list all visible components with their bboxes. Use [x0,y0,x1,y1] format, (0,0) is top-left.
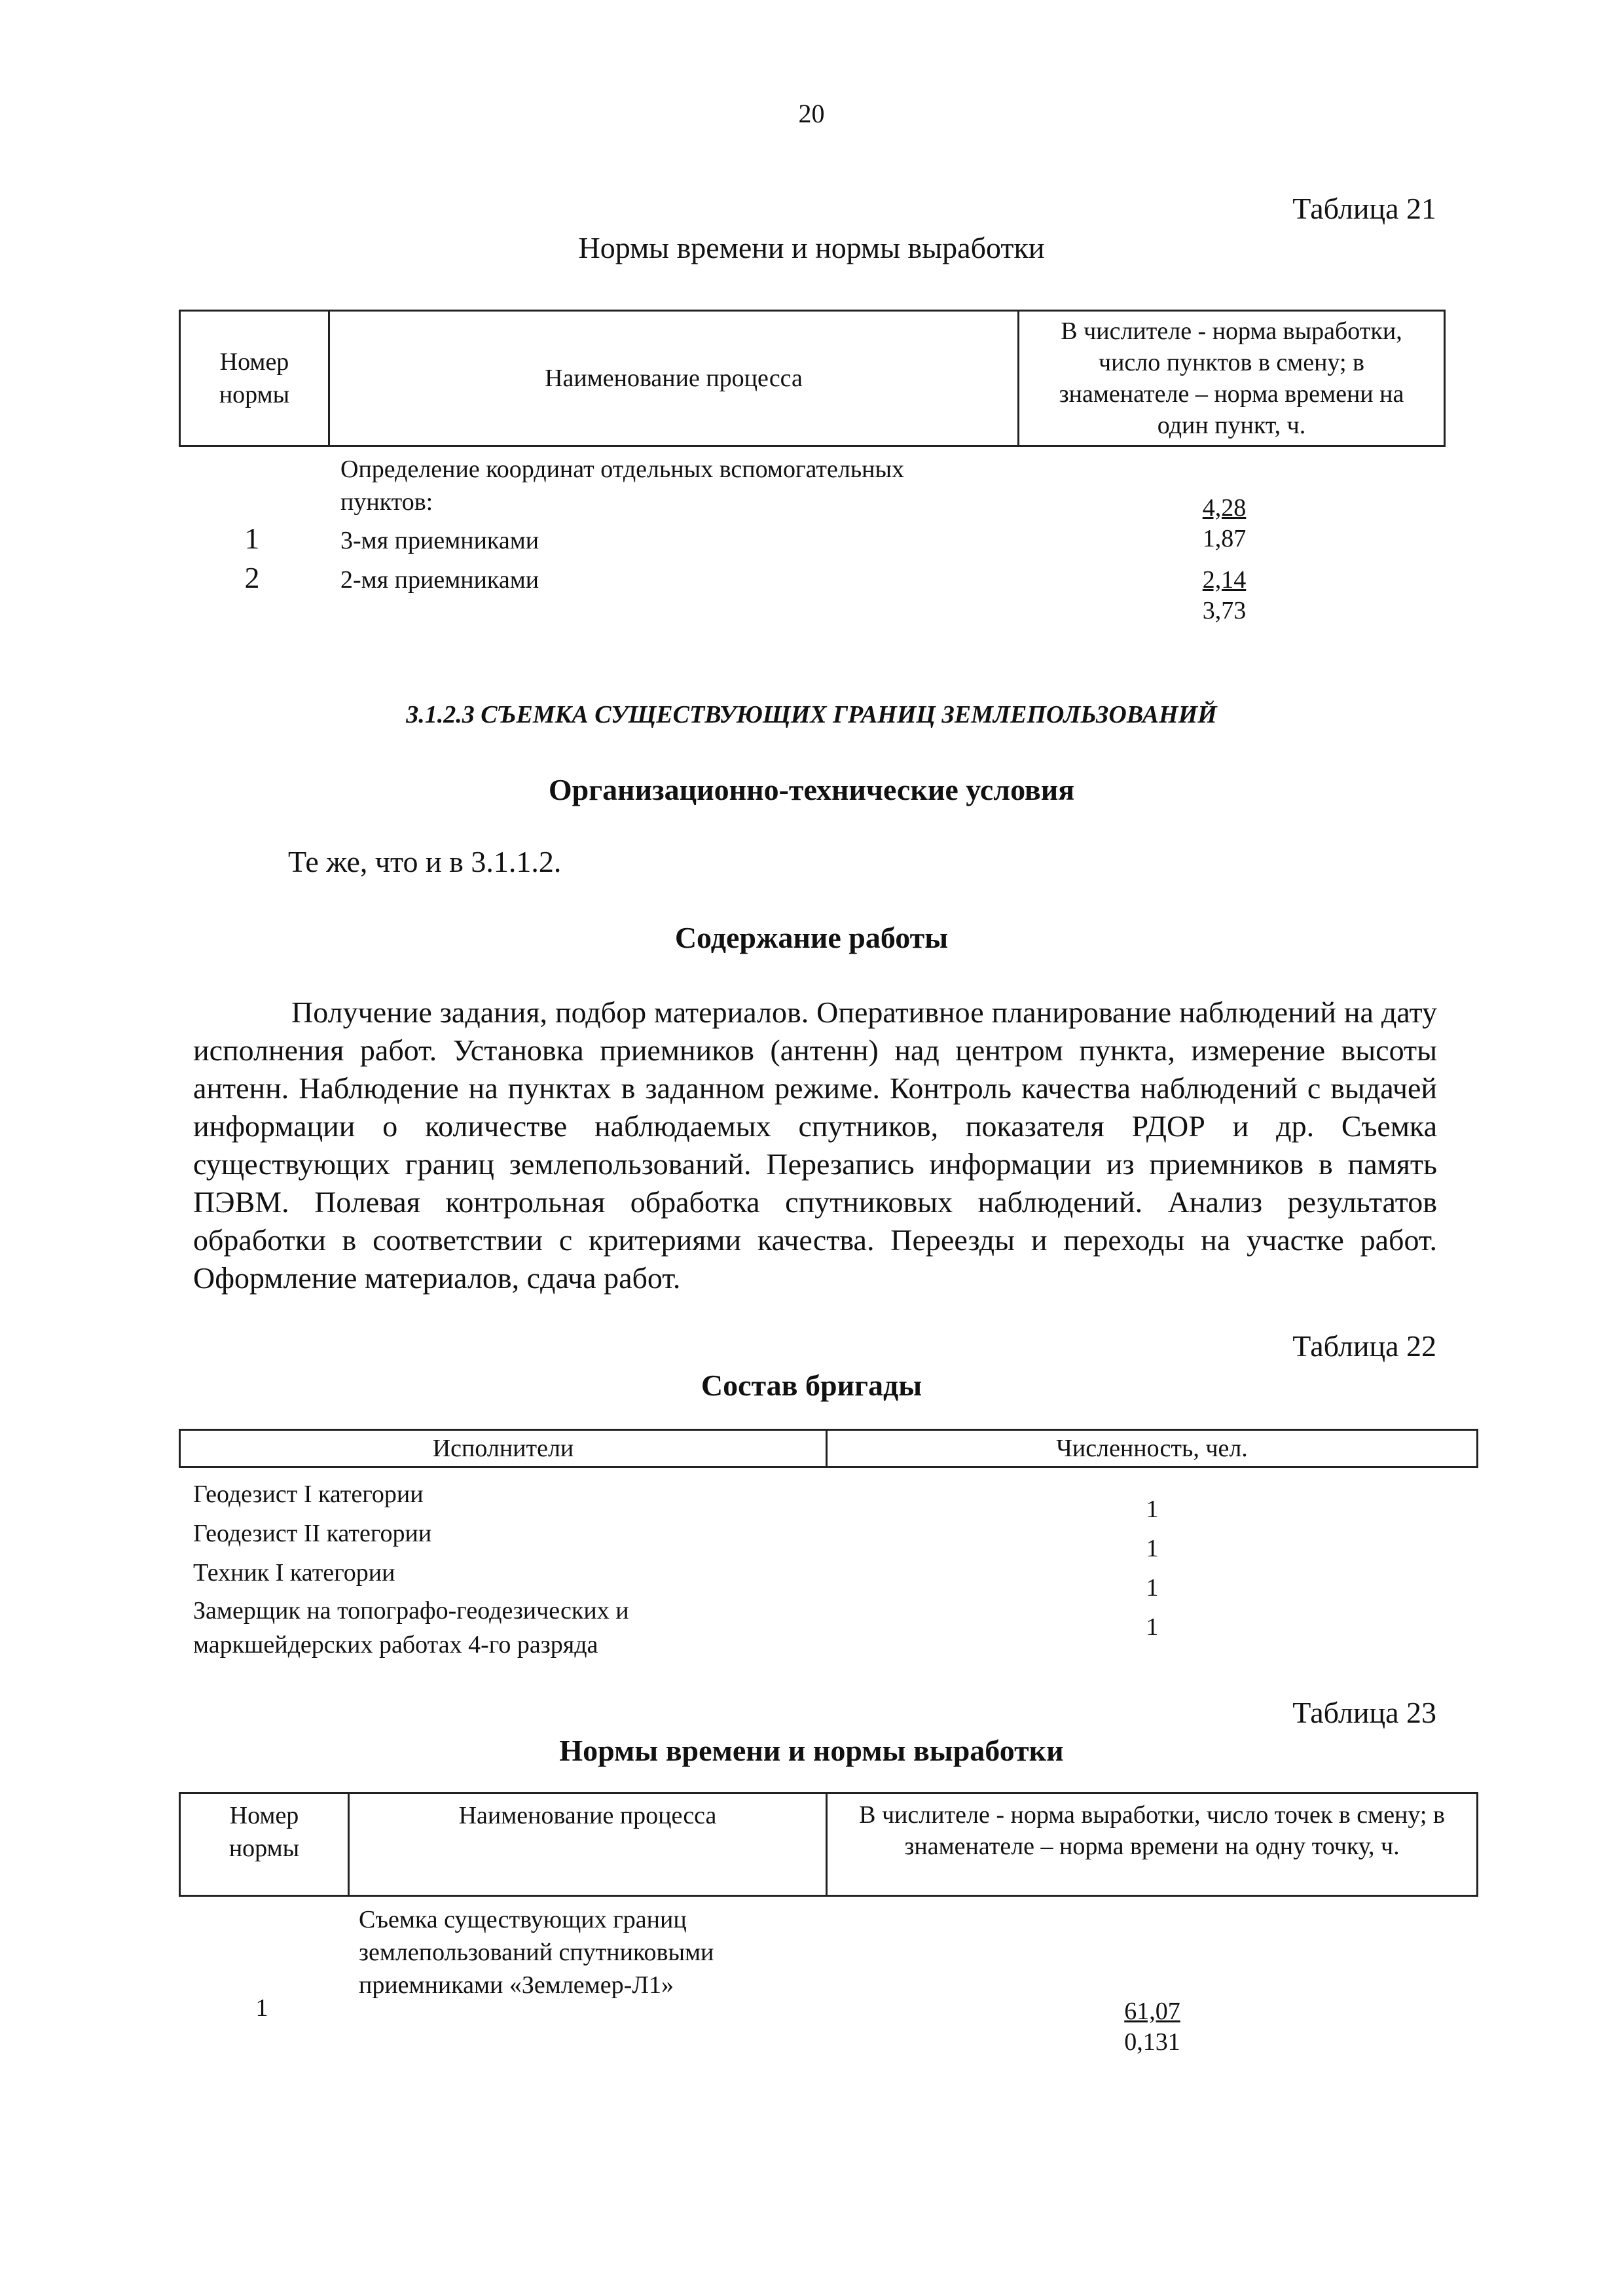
page-number: 20 [798,99,825,128]
table23-label: Таблица 23 [1292,1696,1436,1729]
table21-row2-numerator: 2,14 [1202,566,1247,594]
section-title: 3.1.2.3 СЪЕМКА СУЩЕСТВУЮЩИХ ГРАНИЦ ЗЕМЛЕПОЛЬЗОВАНИЙ [406,701,1217,728]
table21-row2-denominator: 3,73 [1202,597,1247,624]
table23-row1-num: 1 [255,1994,268,2022]
table21-row1-num: 1 [244,522,260,555]
table21-header-num: Номер нормы [219,348,290,408]
table23-header [179,1792,1478,1897]
org-conditions-text: Те же, что и в 3.1.1.2. [288,845,562,878]
content-heading: Содержание работы [674,921,949,954]
table22-row4-count: 1 [1146,1613,1159,1641]
table23-header-process: Наименование процесса [458,1802,717,1829]
table21-label: Таблица 21 [1292,192,1436,225]
table21-row1-numerator: 4,28 [1202,494,1247,522]
table21-row1-denominator: 1,87 [1202,525,1247,552]
table22-header-count: Численность, чел. [1056,1435,1248,1462]
table21-row2-num: 2 [244,561,260,594]
table22-label: Таблица 22 [1292,1329,1436,1363]
table23-row1-numerator: 61,07 [1124,1998,1180,2025]
table21-row1-process: 3-мя приемниками [340,527,539,554]
table23-header-norm: В числителе - норма выработки, число точек в смену; в знаменателе – норма времени на одну точку, ч. [859,1801,1445,1860]
table23-row1-process: Съемка существующих границ землепользований спутниковыми приемниками «Землемер-Л1» [359,1906,714,1999]
table23-row1-denominator: 0,131 [1124,2028,1180,2056]
table21-row2-process: 2-мя приемниками [340,566,539,594]
table22-row1-count: 1 [1146,1496,1159,1523]
org-conditions-heading: Организационно-технические условия [548,773,1075,806]
table22-header [179,1429,1478,1468]
table22-row3-performer: Техник I категории [193,1559,395,1587]
table22-row1-performer: Геодезист I категории [193,1480,424,1508]
content-paragraph: Получение задания, подбор материалов. Оперативное планирование наблюдений на дату исполнения работ. Установка приемников (антенн) над центром пункта, измерение высоты антенн. Наблюдение на пунктах в заданном режиме. Контроль качества наблюдений с выдачей информации о количестве наблюдаемых спутников, показателя РДОР и др. Съемка существующих границ землепользований. Перезапись информации из приемников в память ПЭВМ. Полевая контрольная обработка спутниковых наблюдений. Анализ результатов обработки в соответствии с критериями качества. Переезды и переходы на участке работ. Оформление материалов, сдача работ. [193,996,1437,1295]
table22-row2-count: 1 [1146,1535,1159,1562]
table21-header-norm: В числителе - норма выработки, число пунктов в смену; в знаменателе – норма времени на один пункт, ч. [1059,317,1404,439]
table22-title: Состав бригады [701,1369,922,1402]
table21-header-process: Наименование процесса [545,365,803,392]
table21-title: Нормы времени и нормы выработки [578,231,1045,264]
table21-group-label: Определение координат отдельных вспомогательных пунктов: [340,456,905,516]
table23-title: Нормы времени и нормы выработки [559,1734,1064,1767]
table21-header [179,310,1446,447]
table22-row3-count: 1 [1146,1574,1159,1602]
table22-header-performers: Исполнители [432,1435,574,1462]
table22-row2-performer: Геодезист II категории [193,1520,432,1547]
table22-row4-performer: Замерщик на топографо-геодезических и маркшейдерских работах 4-го разряда [193,1597,629,1659]
table23-header-num: Номер нормы [228,1802,300,1862]
